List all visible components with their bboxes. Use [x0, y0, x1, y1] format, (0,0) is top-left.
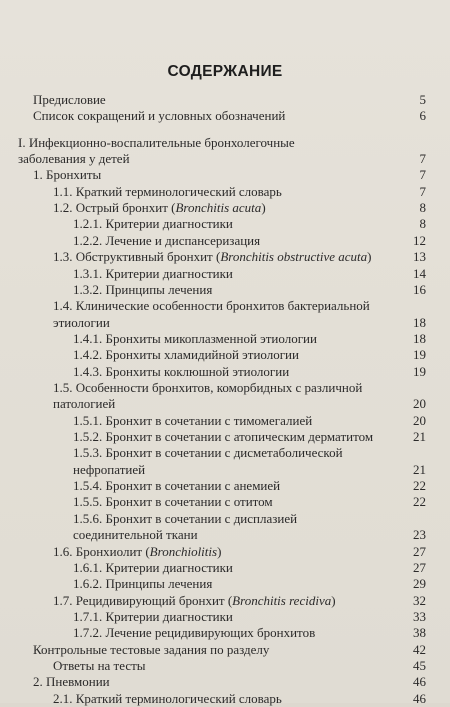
dot-leader [263, 233, 410, 249]
toc-entry-line [0, 593, 450, 609]
dot-leader [236, 609, 410, 625]
toc-entry-line [0, 625, 450, 641]
toc-page-number: 46 [413, 690, 426, 706]
latin-term: Bronchiolitis [149, 543, 218, 559]
toc-page-number: 29 [413, 576, 426, 592]
toc-entry-line [0, 560, 450, 576]
toc-entry-line [0, 282, 450, 298]
toc-page-number: 19 [413, 363, 426, 379]
toc-page-number: 22 [413, 478, 426, 494]
dot-leader [113, 315, 410, 331]
toc-entry-line [0, 691, 450, 707]
toc-page-number: 21 [413, 429, 426, 444]
dot-leader [315, 413, 410, 429]
toc-page-number: 27 [413, 543, 426, 559]
toc-entry-text: 1. Бронхиты [33, 167, 102, 183]
toc-entry-text: заболевания у детей [18, 151, 130, 167]
dot-leader [236, 216, 417, 232]
toc-entry-line [0, 216, 450, 232]
toc-page-number: 19 [413, 347, 426, 363]
toc-entry-line [0, 315, 450, 331]
latin-term: Bronchitis recidiva [232, 592, 332, 608]
toc-entry-line [0, 233, 450, 249]
dot-leader [318, 625, 410, 641]
toc-entry-line [0, 92, 450, 108]
toc-entry-line [0, 576, 450, 592]
dot-leader [302, 347, 410, 363]
toc-entry-text: 1.5.3. Бронхит в сочетании с дисметаболической [73, 445, 343, 461]
toc-entry-line [0, 331, 450, 347]
dot-leader [224, 544, 410, 560]
toc-entry-line [0, 108, 450, 124]
toc-entry-text: I. Инфекционно-воспалительные бронхолегочные [18, 134, 295, 150]
toc-entry-line [0, 494, 450, 510]
toc-page-number: 7 [419, 151, 426, 167]
page-title: СОДЕРЖАНИЕ [167, 63, 283, 80]
toc-entry-text: 1.2. Острый бронхит (Bronchitis acuta) [53, 200, 266, 216]
toc-page-number: 7 [419, 183, 426, 199]
toc-entry-text: Список сокращений и условных обозначений [33, 108, 286, 124]
toc-entry-text: 1.6.1. Критерии диагностики [73, 559, 233, 575]
toc-entry-line [0, 135, 450, 151]
toc-page-number: 32 [413, 592, 426, 608]
toc-entry-line [0, 364, 450, 380]
toc-entry-text: 1.6. Бронхиолит (Bronchiolitis) [53, 543, 222, 559]
toc-entry-text: 1.4. Клинические особенности бронхитов бактериальной [53, 298, 370, 314]
toc-page-number: 21 [413, 461, 426, 477]
latin-term: Bronchitis acuta [175, 200, 262, 216]
dot-leader [113, 674, 410, 690]
dot-leader [118, 396, 410, 412]
toc-entry-line [0, 511, 450, 527]
toc-entry-text: 2. Пневмонии [33, 674, 110, 690]
toc-entry-text: 1.5.2. Бронхит в сочетании с атопическим дерматитом [73, 429, 374, 444]
toc-entry-text: соединительной ткани [73, 527, 198, 543]
toc-entry-text: 1.4.1. Бронхиты микоплазменной этиологии [73, 330, 317, 346]
toc-page-number: 33 [413, 608, 426, 624]
latin-term: Bronchitis obstructive acuta [220, 249, 368, 265]
toc-page-number: 45 [413, 657, 426, 673]
toc-entry-text: 1.5.4. Бронхит в сочетании с анемией [73, 478, 281, 494]
toc-entry-text: 1.4.3. Бронхиты коклюшной этиологии [73, 363, 290, 379]
dot-leader [376, 429, 410, 445]
toc-entry-line [0, 167, 450, 183]
dot-leader [374, 249, 410, 265]
dot-leader [285, 184, 417, 200]
toc-entry-text: Контрольные тестовые задания по разделу [33, 641, 270, 657]
dot-leader [201, 527, 410, 543]
toc-entry-text: 1.2.2. Лечение и диспансеризация [73, 232, 261, 248]
toc-page-number: 18 [413, 330, 426, 346]
toc-entry-text: 1.6.2. Принципы лечения [73, 576, 213, 592]
dot-leader [283, 478, 410, 494]
toc-entry-line [0, 298, 450, 314]
toc-page-number: 18 [413, 314, 426, 330]
dot-leader [272, 642, 410, 658]
toc-page-number: 12 [413, 232, 426, 248]
toc-entry-line [0, 658, 450, 674]
toc-entry-text: 1.7.1. Критерии диагностики [73, 608, 233, 624]
toc-entry-line [0, 347, 450, 363]
toc-entry-line [0, 184, 450, 200]
dot-leader [292, 364, 410, 380]
toc-entry-line [0, 396, 450, 412]
toc-entry-text: нефропатией [73, 461, 146, 477]
toc-page-number: 27 [413, 559, 426, 575]
toc-entry-text: 1.4.2. Бронхиты хламидийной этиологии [73, 347, 299, 363]
toc-entry-line [0, 462, 450, 478]
toc-page-number: 7 [419, 167, 426, 183]
dot-leader [215, 282, 410, 298]
dot-leader [236, 560, 410, 576]
toc-entry-text: 1.3.2. Принципы лечения [73, 281, 213, 297]
toc-entry-text: 1.5.6. Бронхит в сочетании с дисплазией [73, 510, 298, 526]
toc-entry-line [0, 478, 450, 494]
dot-leader [339, 593, 410, 609]
toc-page-number: 42 [413, 641, 426, 657]
toc-entry-text: Ответы на тесты [53, 657, 146, 673]
dot-leader [269, 200, 417, 216]
dot-leader [133, 151, 417, 167]
dot-leader [285, 691, 410, 707]
toc-entry-text: 1.5.5. Бронхит в сочетании с отитом [73, 494, 273, 510]
toc-entry-line [0, 249, 450, 265]
toc-page-number: 8 [419, 216, 426, 232]
toc-entry-text: 1.3.1. Критерии диагностики [73, 265, 233, 281]
dot-leader [104, 167, 417, 183]
toc-entry-line [0, 413, 450, 429]
toc-page-number: 20 [413, 396, 426, 412]
toc-entry-text: патологией [53, 396, 116, 412]
toc-entry-line [0, 200, 450, 216]
toc-entry-text: 1.7.2. Лечение рецидивирующих бронхитов [73, 625, 316, 641]
toc-entry-text: этиологии [53, 314, 110, 330]
toc-page-number: 20 [413, 412, 426, 428]
toc-page-number: 38 [413, 625, 426, 641]
toc-entry-line [0, 544, 450, 560]
toc-entry-line [0, 674, 450, 690]
toc-page-number: 8 [419, 200, 426, 216]
toc-entry-line [0, 266, 450, 282]
toc-entry-line [0, 609, 450, 625]
dot-leader [215, 576, 410, 592]
toc-page-number: 14 [413, 265, 426, 281]
toc-entry-line [0, 380, 450, 396]
dot-leader [148, 462, 410, 478]
dot-leader [288, 108, 417, 124]
toc-page-number: 46 [413, 674, 426, 690]
toc-entry-line [0, 429, 450, 445]
toc-entry-line [0, 445, 450, 461]
toc-entry-line [0, 642, 450, 658]
toc-page-number: 5 [419, 92, 426, 107]
toc-entry-line [0, 151, 450, 167]
toc-entry-text: 1.5. Особенности бронхитов, коморбидных с различной [53, 379, 363, 395]
toc-entry-line [0, 527, 450, 543]
toc-page-number: 23 [413, 527, 426, 543]
toc-entry-text: 1.7. Рецидивирующий бронхит (Bronchitis recidiva) [53, 592, 336, 608]
toc-entry-text: 1.5.1. Бронхит в сочетании с тимомегалией [73, 412, 313, 428]
dot-leader [149, 658, 410, 674]
toc-entry-text: 1.1. Краткий терминологический словарь [53, 183, 282, 199]
toc-page-number: 13 [413, 249, 426, 265]
toc-entry-text: 1.2.1. Критерии диагностики [73, 216, 233, 232]
dot-leader [320, 331, 410, 347]
toc-entry-text: 1.3. Обструктивный бронхит (Bronchitis obstructive acuta) [53, 249, 372, 265]
toc-entry-text: 2.1. Краткий терминологический словарь [53, 690, 282, 706]
toc-page-number: 6 [419, 108, 426, 124]
dot-leader [109, 92, 417, 108]
toc-page-number: 22 [413, 494, 426, 510]
toc-entry-text: Предисловие [33, 92, 106, 107]
toc-page-number: 16 [413, 281, 426, 297]
dot-leader [236, 266, 410, 282]
dot-leader [276, 494, 410, 510]
